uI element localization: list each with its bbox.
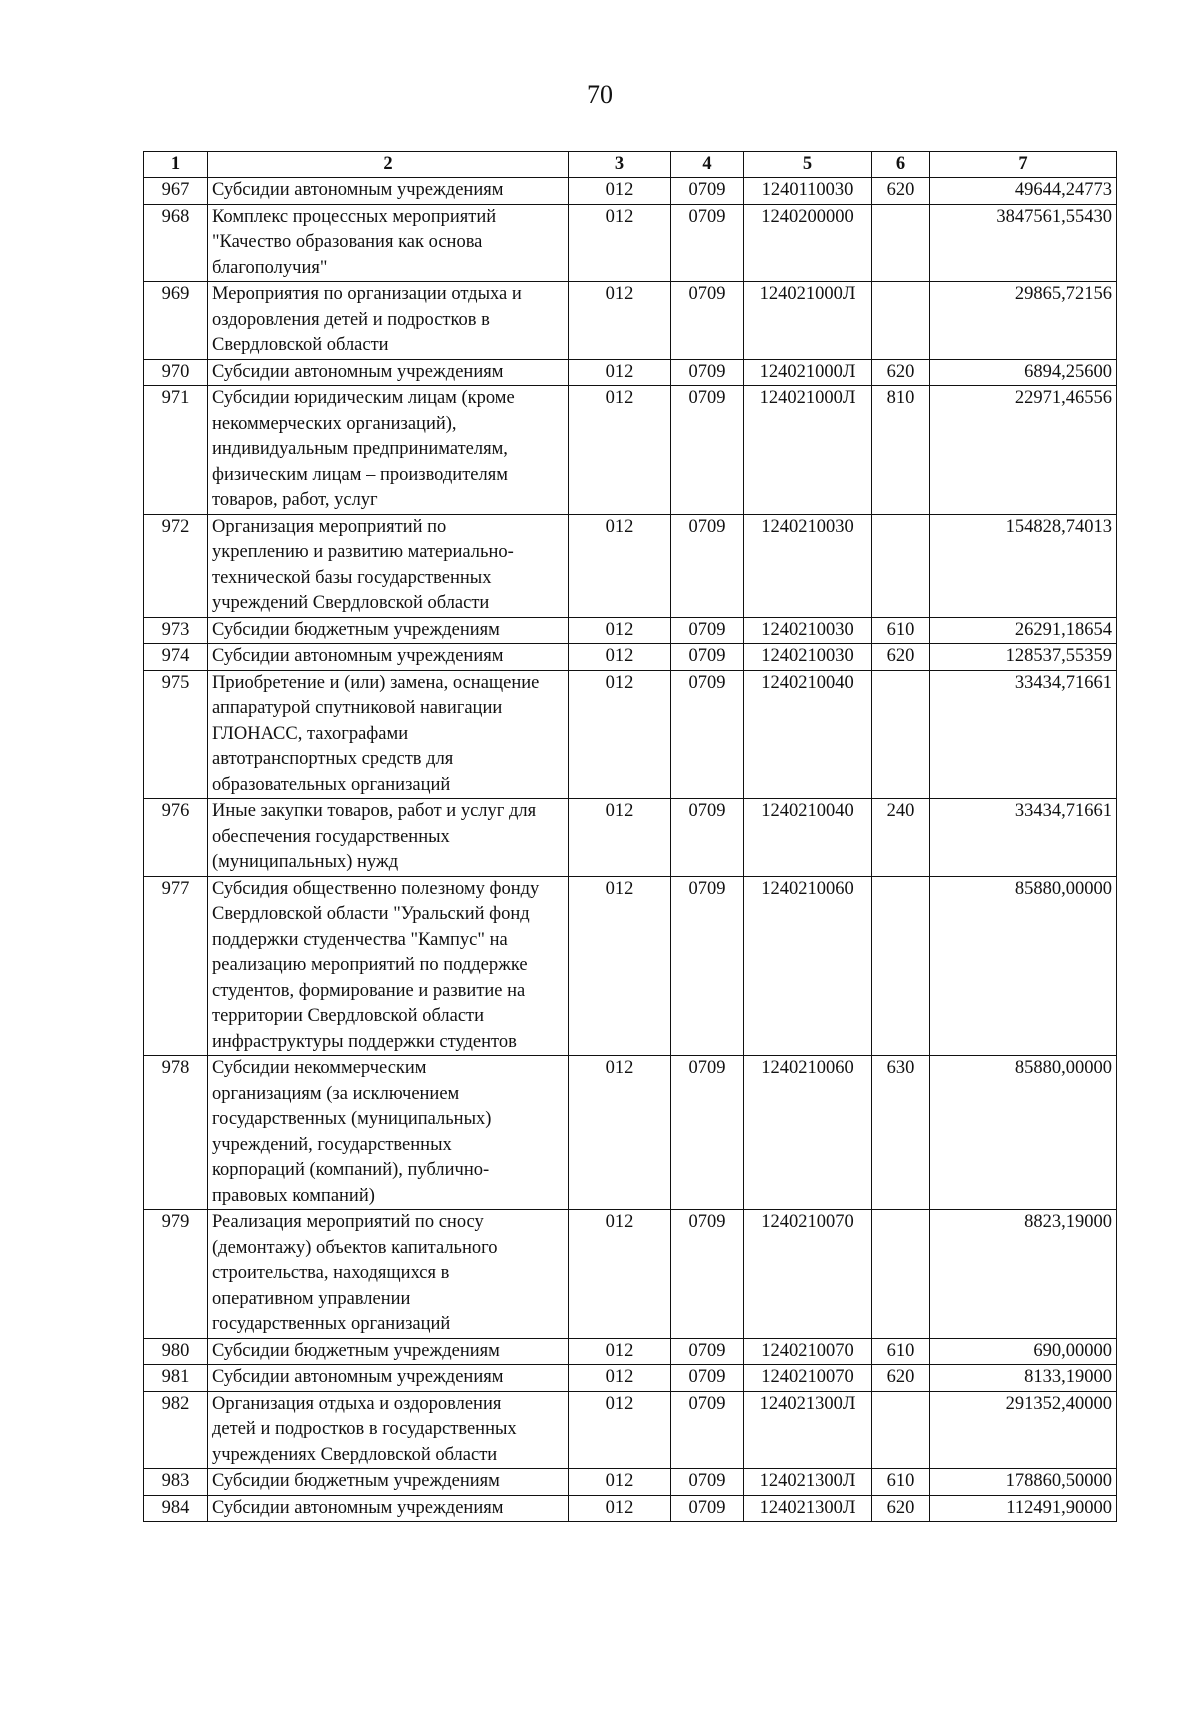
row-name-cell <box>208 1210 569 1339</box>
row-expense-type-cell: 610 <box>872 617 930 644</box>
table-row <box>144 1338 1117 1365</box>
row-department-code-cell: 012 <box>569 1469 671 1496</box>
row-name-text: Субсидии автономным учреждениям <box>212 1367 504 1387</box>
table-row <box>144 644 1117 671</box>
row-name-text: Субсидии юридическим лицам (кроме некоммерческих организаций), индивидуальным предпринимателям, физическим лицам – производителям товаров, работ, услуг <box>212 388 515 510</box>
row-expense-type-cell: 620 <box>872 359 930 386</box>
row-section-code-cell: 0709 <box>671 386 744 515</box>
row-expense-type-cell <box>872 1391 930 1469</box>
row-name-text: Субсидия общественно полезному фонду Свердловской области "Уральский фонд поддержки студенчества "Кампус" на реализацию мероприятий по поддержке студентов, формирование и развитие на территории Свердловской области инфраструктуры поддержки студентов <box>212 878 540 1052</box>
row-number-cell: 969 <box>144 282 208 360</box>
row-name-cell <box>208 178 569 205</box>
row-name-text: Комплекс процессных мероприятий "Качество образования как основа благополучия" <box>212 206 497 278</box>
table-row <box>144 617 1117 644</box>
table-row <box>144 1365 1117 1392</box>
row-name-cell <box>208 644 569 671</box>
row-number-cell: 974 <box>144 644 208 671</box>
table-row <box>144 1469 1117 1496</box>
row-number-cell: 978 <box>144 1056 208 1210</box>
row-expense-type-cell: 620 <box>872 1365 930 1392</box>
row-section-code-cell: 0709 <box>671 1469 744 1496</box>
row-amount-cell: 22971,46556 <box>930 386 1117 515</box>
row-department-code-cell: 012 <box>569 1391 671 1469</box>
table-row <box>144 514 1117 617</box>
row-department-code-cell: 012 <box>569 514 671 617</box>
row-section-code-cell: 0709 <box>671 1338 744 1365</box>
row-department-code-cell: 012 <box>569 670 671 799</box>
row-number-cell: 971 <box>144 386 208 515</box>
table-header-row <box>144 152 1117 178</box>
row-section-code-cell: 0709 <box>671 514 744 617</box>
row-section-code-cell: 0709 <box>671 644 744 671</box>
row-amount-cell: 26291,18654 <box>930 617 1117 644</box>
row-number-cell: 976 <box>144 799 208 877</box>
row-target-article-cell: 1240210030 <box>744 617 872 644</box>
row-name-text: Мероприятия по организации отдыха и оздоровления детей и подростков в Свердловской области <box>212 284 522 355</box>
row-name-text: Субсидии бюджетным учреждениям <box>212 1471 500 1491</box>
row-section-code-cell: 0709 <box>671 1495 744 1522</box>
row-department-code-cell: 012 <box>569 644 671 671</box>
row-name-cell <box>208 1365 569 1392</box>
row-name-text: Субсидии автономным учреждениям <box>212 1497 504 1518</box>
header-col-2: 2 <box>208 152 569 178</box>
row-target-article-cell: 124021300Л <box>744 1495 872 1522</box>
table-body <box>144 178 1117 1522</box>
row-amount-cell: 112491,90000 <box>930 1495 1117 1522</box>
table-row <box>144 1391 1117 1469</box>
row-number-cell: 980 <box>144 1338 208 1365</box>
table-row <box>144 799 1117 877</box>
row-expense-type-cell <box>872 1210 930 1339</box>
row-name-text: Приобретение и (или) замена, оснащение аппаратурой спутниковой навигации ГЛОНАСС, тахографами автотранспортных средств для образовательных организаций <box>212 672 540 795</box>
row-department-code-cell: 012 <box>569 799 671 877</box>
row-number-cell: 967 <box>144 178 208 205</box>
row-amount-cell: 8823,19000 <box>930 1210 1117 1339</box>
row-section-code-cell: 0709 <box>671 282 744 360</box>
row-number-cell: 983 <box>144 1469 208 1496</box>
row-section-code-cell: 0709 <box>671 670 744 799</box>
row-expense-type-cell <box>872 204 930 282</box>
row-number-cell: 968 <box>144 204 208 282</box>
header-col-5: 5 <box>744 152 872 178</box>
table-row <box>144 359 1117 386</box>
row-expense-type-cell: 610 <box>872 1469 930 1496</box>
row-department-code-cell: 012 <box>569 1210 671 1339</box>
row-amount-cell: 85880,00000 <box>930 1056 1117 1210</box>
row-amount-cell: 29865,72156 <box>930 282 1117 360</box>
table-row <box>144 386 1117 515</box>
row-number-cell: 975 <box>144 670 208 799</box>
row-section-code-cell: 0709 <box>671 1365 744 1392</box>
row-expense-type-cell: 620 <box>872 1495 930 1522</box>
row-section-code-cell: 0709 <box>671 1391 744 1469</box>
header-col-3: 3 <box>569 152 671 178</box>
row-target-article-cell: 124021300Л <box>744 1391 872 1469</box>
row-target-article-cell: 124021300Л <box>744 1469 872 1496</box>
table-row <box>144 282 1117 360</box>
row-name-text: Реализация мероприятий по сносу (демонтажу) объектов капитального строительства, находящихся в оперативном управлении государственных организаций <box>212 1212 498 1334</box>
row-target-article-cell: 1240210030 <box>744 514 872 617</box>
row-target-article-cell: 1240210040 <box>744 670 872 799</box>
row-target-article-cell: 1240110030 <box>744 178 872 205</box>
row-section-code-cell: 0709 <box>671 1210 744 1339</box>
row-amount-cell: 6894,25600 <box>930 359 1117 386</box>
row-department-code-cell: 012 <box>569 1495 671 1522</box>
row-target-article-cell: 1240210030 <box>744 644 872 671</box>
row-name-cell <box>208 1391 569 1469</box>
row-name-text: Субсидии некоммерческим организациям (за исключением государственных (муниципальных) учреждений, государственных корпораций (компаний), публично- правовых компаний) <box>212 1058 492 1206</box>
table-row <box>144 204 1117 282</box>
row-section-code-cell: 0709 <box>671 178 744 205</box>
header-col-1: 1 <box>144 152 208 178</box>
row-target-article-cell: 1240210070 <box>744 1210 872 1339</box>
row-number-cell: 973 <box>144 617 208 644</box>
row-expense-type-cell <box>872 514 930 617</box>
row-target-article-cell: 1240210060 <box>744 876 872 1056</box>
budget-table <box>143 151 1117 1522</box>
row-target-article-cell: 1240200000 <box>744 204 872 282</box>
row-amount-cell: 178860,50000 <box>930 1469 1117 1496</box>
header-col-7: 7 <box>930 152 1117 178</box>
row-target-article-cell: 1240210060 <box>744 1056 872 1210</box>
row-name-cell <box>208 359 569 386</box>
table-row <box>144 178 1117 205</box>
row-amount-cell: 8133,19000 <box>930 1365 1117 1392</box>
table-row <box>144 1495 1117 1522</box>
row-name-text: Субсидии бюджетным учреждениям <box>212 619 500 640</box>
row-department-code-cell: 012 <box>569 282 671 360</box>
row-number-cell: 981 <box>144 1365 208 1392</box>
table-row <box>144 670 1117 799</box>
row-amount-cell: 690,00000 <box>930 1338 1117 1365</box>
row-department-code-cell: 012 <box>569 178 671 205</box>
row-name-cell <box>208 876 569 1056</box>
row-amount-cell: 85880,00000 <box>930 876 1117 1056</box>
row-name-text: Субсидии автономным учреждениям <box>212 180 504 200</box>
row-name-text: Организация мероприятий по укреплению и развитию материально- технической базы государственных учреждений Свердловской области <box>212 516 514 613</box>
row-section-code-cell: 0709 <box>671 876 744 1056</box>
row-number-cell: 977 <box>144 876 208 1056</box>
row-name-cell <box>208 799 569 877</box>
row-amount-cell: 33434,71661 <box>930 670 1117 799</box>
row-expense-type-cell: 810 <box>872 386 930 515</box>
table-row <box>144 1056 1117 1210</box>
row-expense-type-cell: 240 <box>872 799 930 877</box>
header-col-4: 4 <box>671 152 744 178</box>
row-name-cell <box>208 670 569 799</box>
table-row <box>144 1210 1117 1339</box>
row-department-code-cell: 012 <box>569 876 671 1056</box>
row-expense-type-cell: 610 <box>872 1338 930 1365</box>
row-department-code-cell: 012 <box>569 204 671 282</box>
row-section-code-cell: 0709 <box>671 359 744 386</box>
row-name-cell <box>208 617 569 644</box>
row-department-code-cell: 012 <box>569 1365 671 1392</box>
row-number-cell: 984 <box>144 1495 208 1522</box>
row-section-code-cell: 0709 <box>671 204 744 282</box>
row-amount-cell: 33434,71661 <box>930 799 1117 877</box>
row-expense-type-cell <box>872 670 930 799</box>
row-name-cell <box>208 1056 569 1210</box>
header-col-6: 6 <box>872 152 930 178</box>
row-expense-type-cell: 630 <box>872 1056 930 1210</box>
row-name-cell <box>208 1469 569 1496</box>
row-expense-type-cell: 620 <box>872 644 930 671</box>
row-name-cell <box>208 386 569 515</box>
row-target-article-cell: 124021000Л <box>744 359 872 386</box>
row-name-text: Субсидии автономным учреждениям <box>212 361 504 382</box>
row-amount-cell: 128537,55359 <box>930 644 1117 671</box>
row-name-text: Субсидии бюджетным учреждениям <box>212 1340 500 1361</box>
row-department-code-cell: 012 <box>569 359 671 386</box>
row-expense-type-cell <box>872 876 930 1056</box>
row-name-cell <box>208 204 569 282</box>
row-section-code-cell: 0709 <box>671 799 744 877</box>
row-name-cell <box>208 514 569 617</box>
row-amount-cell: 291352,40000 <box>930 1391 1117 1469</box>
table-row <box>144 876 1117 1056</box>
row-amount-cell: 49644,24773 <box>930 178 1117 205</box>
row-number-cell: 982 <box>144 1391 208 1469</box>
row-department-code-cell: 012 <box>569 617 671 644</box>
row-number-cell: 979 <box>144 1210 208 1339</box>
row-section-code-cell: 0709 <box>671 1056 744 1210</box>
row-target-article-cell: 1240210070 <box>744 1365 872 1392</box>
row-amount-cell: 154828,74013 <box>930 514 1117 617</box>
row-target-article-cell: 1240210040 <box>744 799 872 877</box>
row-name-cell <box>208 1338 569 1365</box>
row-number-cell: 970 <box>144 359 208 386</box>
row-name-text: Субсидии автономным учреждениям <box>212 646 504 666</box>
row-expense-type-cell <box>872 282 930 360</box>
row-expense-type-cell: 620 <box>872 178 930 205</box>
row-target-article-cell: 124021000Л <box>744 282 872 360</box>
row-department-code-cell: 012 <box>569 1338 671 1365</box>
row-amount-cell: 3847561,55430 <box>930 204 1117 282</box>
row-name-text: Организация отдыха и оздоровления детей и подростков в государственных учреждениях Свердловской области <box>212 1393 517 1465</box>
row-section-code-cell: 0709 <box>671 617 744 644</box>
row-number-cell: 972 <box>144 514 208 617</box>
page-number: 70 <box>587 80 613 109</box>
row-name-cell <box>208 282 569 360</box>
row-target-article-cell: 124021000Л <box>744 386 872 515</box>
row-name-cell <box>208 1495 569 1522</box>
row-department-code-cell: 012 <box>569 386 671 515</box>
row-target-article-cell: 1240210070 <box>744 1338 872 1365</box>
row-department-code-cell: 012 <box>569 1056 671 1210</box>
row-name-text: Иные закупки товаров, работ и услуг для обеспечения государственных (муниципальных) нужд <box>212 801 537 872</box>
